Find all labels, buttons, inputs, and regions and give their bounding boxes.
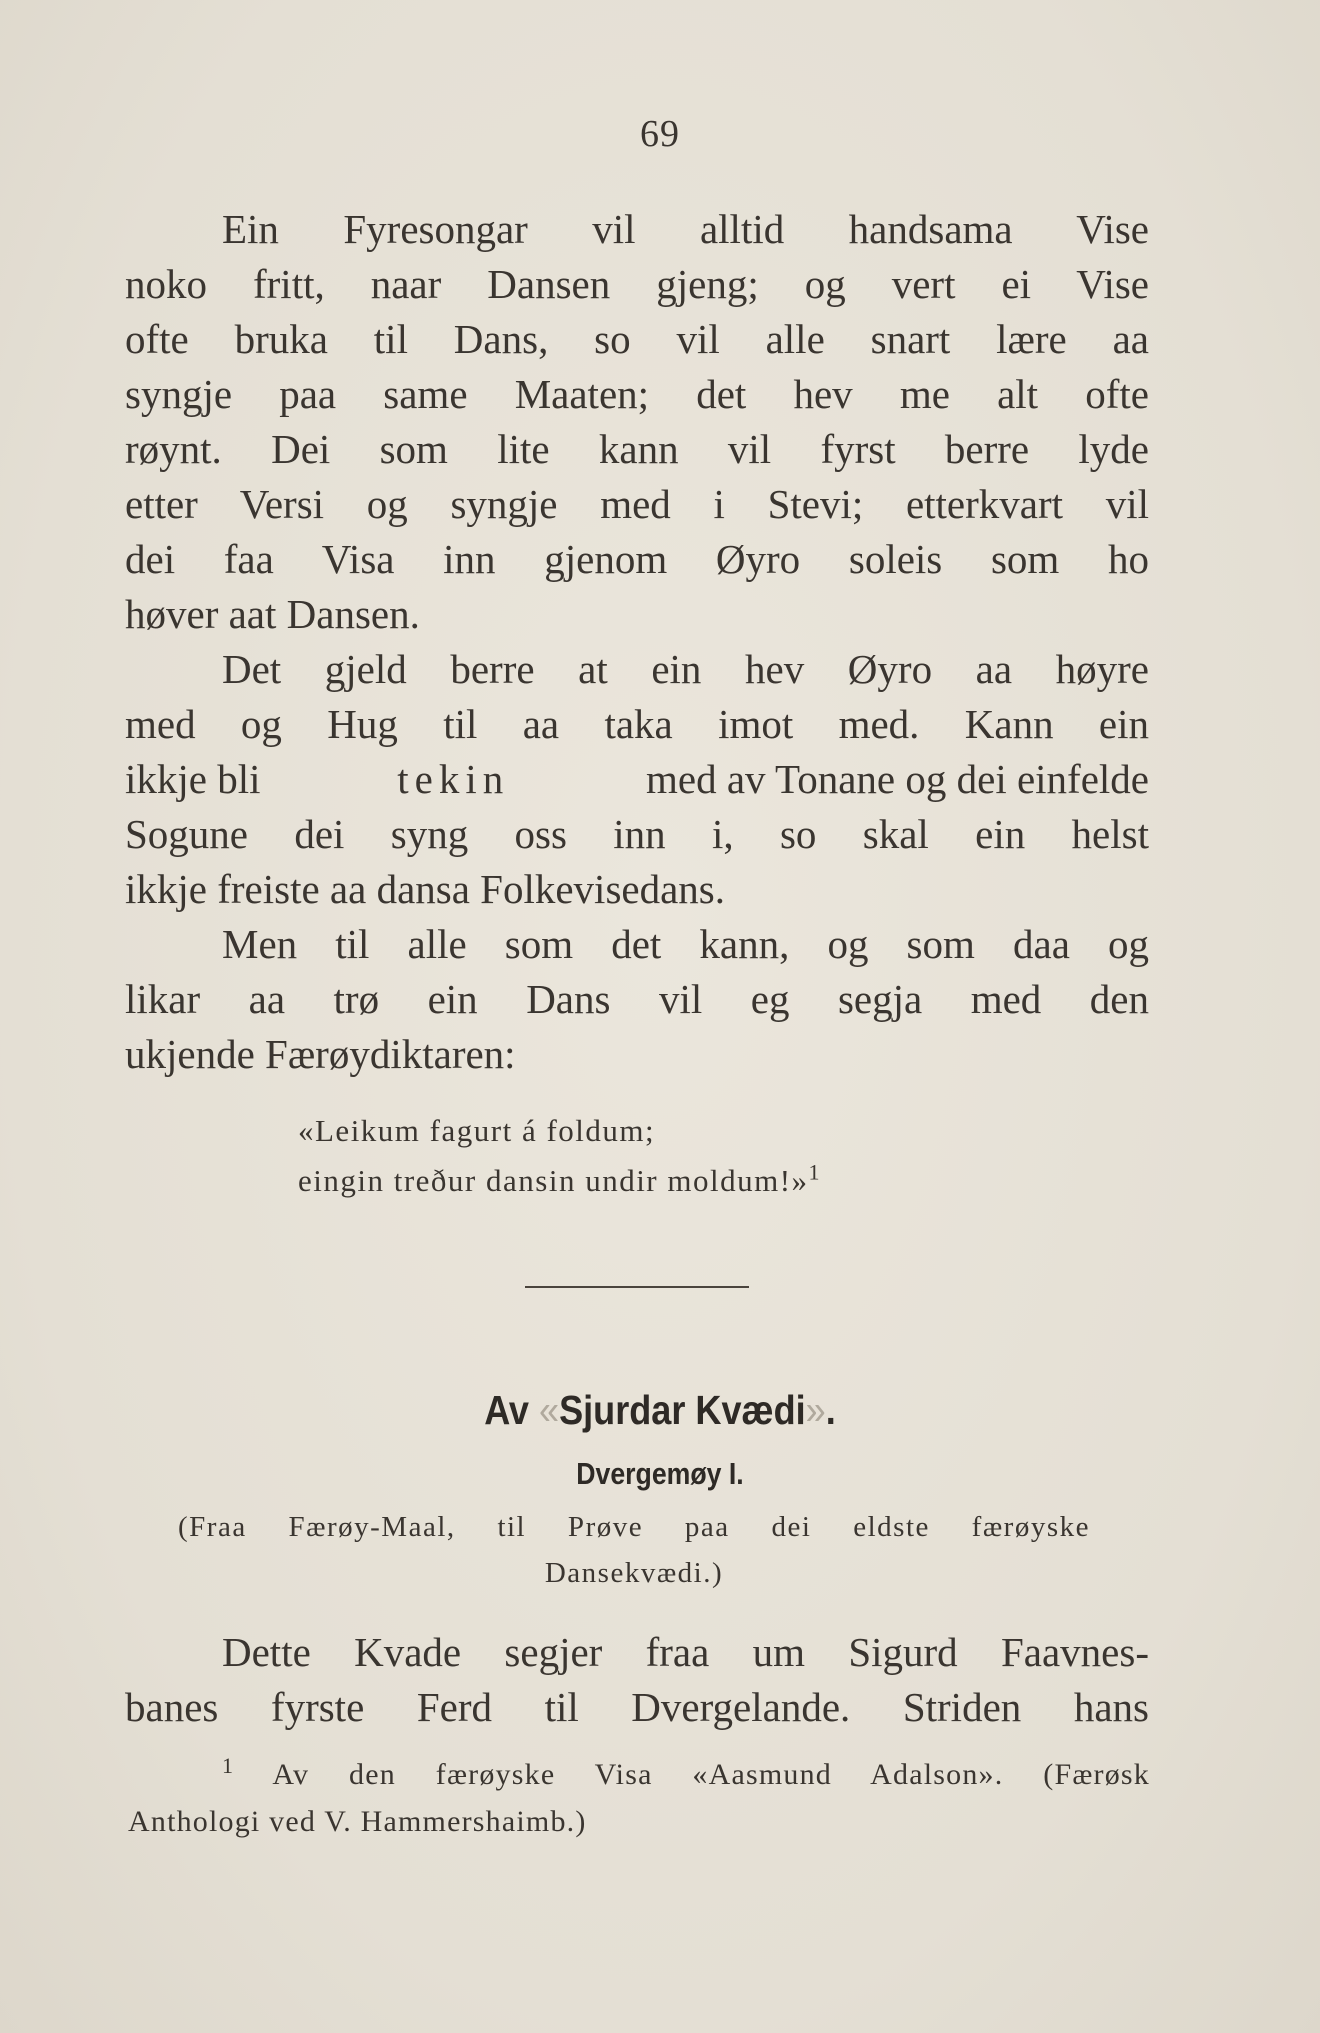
text-line: røynt. Dei som lite kann vil fyrst berre lyde [125, 426, 1149, 472]
footnote-line [222, 1753, 1151, 1792]
text-line: Sogune dei syng oss inn i, so skal ein helst [125, 811, 1149, 857]
text-line: etter Versi og syngje med i Stevi; etterkvart vil [125, 481, 1149, 527]
text-line: Men til alle som det kann, og som daa og [222, 921, 1149, 967]
section-divider [525, 1286, 749, 1288]
title-main: Sjurdar Kvædi [559, 1387, 806, 1433]
text-line: noko fritt, naar Dansen gjeng; og vert ei Vise [125, 261, 1149, 307]
page-number: 69 [640, 113, 680, 155]
footnote-text: Av den færøyske Visa «Aasmund Adalson». (Færøsk [272, 1758, 1151, 1791]
text-line [125, 755, 1149, 803]
text-segment: med av Tonane og dei einfelde [635, 756, 1149, 802]
text-line: ukjende Færøydiktaren: [125, 1031, 516, 1077]
emphasized-word: tekin [397, 756, 510, 802]
text-line: med og Hug til aa taka imot med. Kann ein [125, 701, 1149, 747]
footnote-line: Anthologi ved V. Hammershaimb.) [128, 1805, 587, 1838]
verse-line [298, 1159, 822, 1199]
title-end: . [825, 1387, 836, 1433]
source-note: Dansekvædi.) [544, 1557, 724, 1589]
text-line: Det gjeld berre at ein hev Øyro aa høyre [222, 646, 1149, 692]
footnote-reference: 1 [808, 1159, 822, 1185]
verse-text: eingin treður dansin undir moldum!» [298, 1163, 809, 1198]
text-line: dei faa Visa inn gjenom Øyro soleis som ho [125, 536, 1149, 582]
section-title [79, 1387, 1241, 1434]
text-line: syngje paa same Maaten; det hev me alt ofte [125, 371, 1149, 417]
title-close-quote: » [805, 1387, 826, 1433]
footnote-marker: 1 [222, 1753, 235, 1778]
text-line: Ein Fyresongar vil alltid handsama Vise [222, 206, 1149, 252]
text-line: Dette Kvade segjer fraa um Sigurd Faavnes- [222, 1629, 1149, 1675]
text-line: ofte bruka til Dans, so vil alle snart lære aa [125, 316, 1149, 362]
text-line: likar aa trø ein Dans vil eg segja med den [125, 976, 1149, 1022]
text-line: høver aat Dansen. [125, 591, 420, 637]
source-note: (Fraa Færøy-Maal, til Prøve paa dei eldste færøyske [178, 1511, 1090, 1543]
verse-line: «Leikum fagurt á foldum; [298, 1113, 656, 1148]
text-segment: ikkje bli [125, 756, 271, 802]
section-subtitle: Dvergemøy I. [576, 1456, 744, 1491]
title-open-quote: « [539, 1387, 560, 1433]
text-line: banes fyrste Ferd til Dvergelande. Striden hans [125, 1684, 1149, 1730]
text-line: ikkje freiste aa dansa Folkevisedans. [125, 866, 726, 912]
title-prefix: Av [484, 1387, 539, 1433]
